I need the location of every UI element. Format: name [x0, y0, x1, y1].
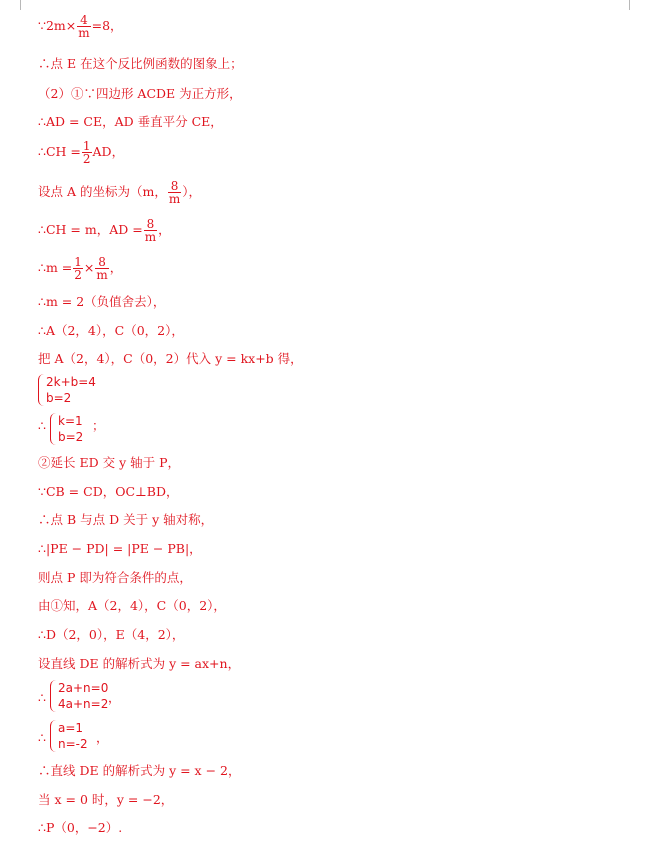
brace [50, 720, 57, 752]
equation-system-4 [50, 720, 88, 752]
text: =8， [91, 18, 123, 33]
text: AD， [92, 144, 125, 159]
equation: b=2 [46, 391, 72, 405]
line-6 [38, 180, 201, 205]
fraction [73, 256, 83, 281]
line-16: ∴点 B 与点 D 关于 y 轴对称， [38, 512, 214, 527]
numerator: 8 [144, 218, 157, 231]
line-11: 把 A（2，4），C（0，2）代入 y = kx+b 得， [38, 351, 303, 366]
equation: 2k+b=4 [46, 375, 96, 389]
page-corner-mark-left [10, 0, 21, 10]
line-22-suffix: ， [108, 690, 121, 705]
line-20: ∴D（2，0），E（4，2）， [38, 627, 185, 642]
line-24: ∴直线 DE 的解析式为 y = x − 2， [38, 763, 241, 778]
fraction [82, 140, 92, 165]
equation: b=2 [58, 430, 84, 444]
line-14: ②延长 ED 交 y 轴于 P， [38, 455, 180, 470]
line-22-prefix: ∴ [38, 690, 46, 705]
line-23-suffix: ， [96, 730, 109, 745]
brace [50, 413, 57, 445]
line-2: ∴点 E 在这个反比例函数的图象上； [38, 56, 243, 71]
equation: n=-2 [58, 737, 88, 751]
text: × [83, 260, 95, 275]
equation: 2a+n=0 [58, 681, 109, 695]
denominator: m [96, 268, 108, 282]
text: ∵2m× [38, 18, 77, 33]
denominator: 2 [74, 268, 82, 282]
line-9: ∴m = 2（负值舍去）， [38, 294, 166, 309]
denominator: m [168, 192, 181, 206]
numerator: 8 [168, 180, 181, 193]
line-4: ∴AD = CE，AD 垂直平分 CE， [38, 114, 223, 129]
text: ∴CH = [38, 144, 81, 159]
text: ∴CH = m，AD = [38, 222, 143, 237]
text: 设点 A 的坐标为（m， [38, 184, 167, 199]
fraction [168, 180, 181, 205]
brace [38, 374, 45, 406]
text: ）， [182, 184, 201, 199]
line-7 [38, 218, 171, 243]
text: ， [109, 260, 123, 275]
line-10: ∴A（2，4），C（0，2）， [38, 323, 184, 338]
equation-system-2 [50, 413, 83, 445]
page-corner-mark-right [629, 0, 640, 10]
fraction [95, 256, 108, 281]
equation: 4a+n=2 [58, 697, 109, 711]
denominator: m [144, 230, 157, 244]
line-25: 当 x = 0 时，y = −2， [38, 792, 174, 807]
denominator: m [78, 26, 90, 40]
brace [50, 680, 57, 712]
line-23-prefix: ∴ [38, 730, 46, 745]
text: ∴m = [38, 260, 73, 275]
line-17: ∴|PE − PD| = |PE − PB|， [38, 541, 202, 556]
line-1 [38, 14, 123, 39]
line-5 [38, 140, 124, 165]
line-13-prefix: ∴ [38, 418, 46, 433]
denominator: 2 [82, 152, 91, 166]
line-8 [38, 256, 122, 281]
fraction [144, 218, 157, 243]
equation: k=1 [58, 414, 83, 428]
line-26: ∴P（0，−2）. [38, 820, 123, 835]
line-21: 设直线 DE 的解析式为 y = ax+n， [38, 656, 241, 671]
numerator: 1 [74, 255, 82, 269]
equation-system-1 [38, 374, 96, 406]
numerator: 8 [95, 256, 108, 269]
line-18: 则点 P 即为符合条件的点， [38, 570, 192, 585]
numerator: 4 [77, 14, 90, 27]
equation: a=1 [58, 721, 84, 735]
text: ， [158, 222, 171, 237]
line-15: ∵CB = CD，OC⊥BD， [38, 484, 179, 499]
equation-system-3 [50, 680, 108, 712]
numerator: 1 [82, 139, 91, 153]
line-3: （2）①∵四边形 ACDE 为正方形， [38, 86, 242, 101]
line-19: 由①知，A（2，4），C（0，2）， [38, 598, 226, 613]
fraction [77, 14, 90, 39]
line-13-suffix: ； [92, 418, 105, 433]
